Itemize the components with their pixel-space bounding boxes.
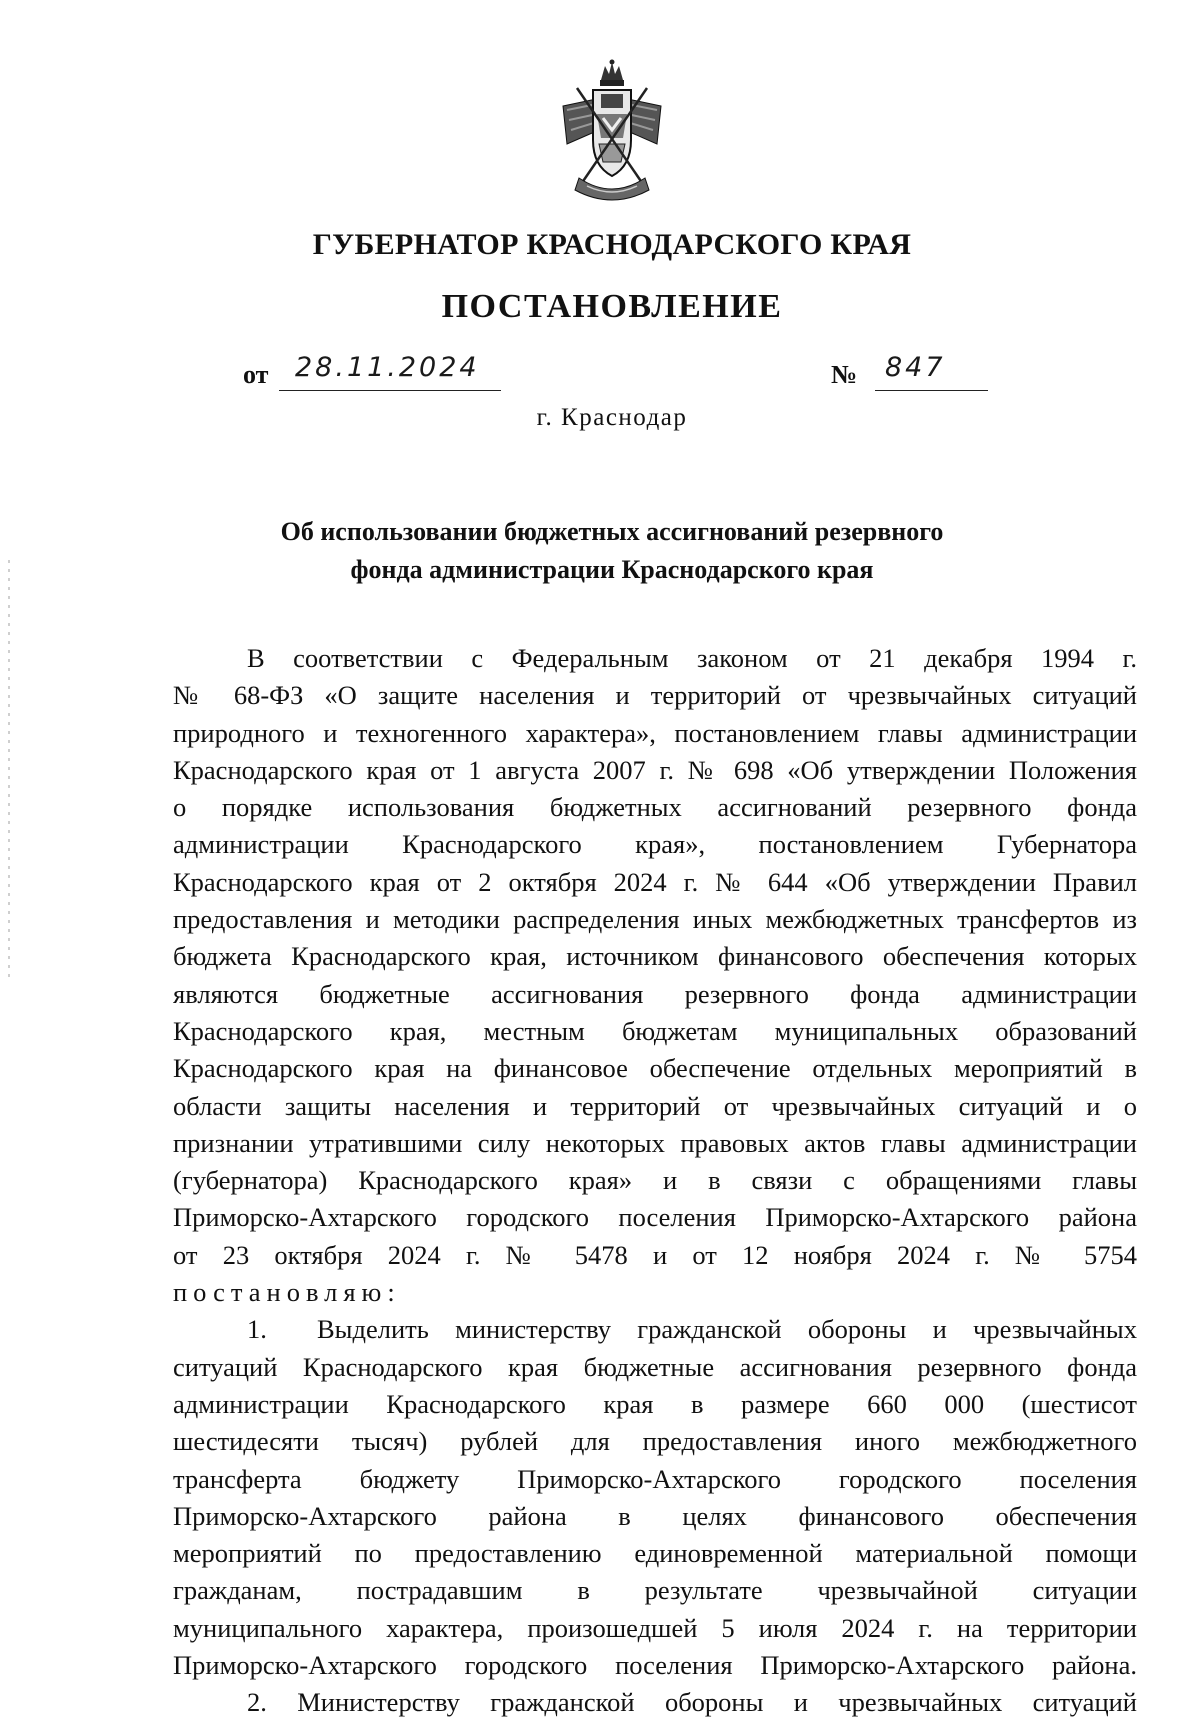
preamble-line: В соответствии с Федеральным законом от 21 декабря 1994 г. bbox=[247, 643, 1137, 673]
scan-margin-mark bbox=[8, 560, 10, 980]
preamble-line: (губернатора) Краснодарского края» и в связи с обращениями главы bbox=[173, 1165, 1137, 1196]
item-1-line: трансферта бюджету Приморско-Ахтарского городского поселения bbox=[173, 1463, 1137, 1494]
item-1-line: муниципального характера, произошедшей 5 июля 2024 г. на территории bbox=[173, 1612, 1137, 1643]
preamble-line: предоставления и методики распределения иных межбюджетных трансфертов из bbox=[173, 904, 1137, 935]
city: г. Краснодар bbox=[536, 404, 688, 431]
item-1-first-line bbox=[173, 1311, 1137, 1348]
coat-of-arms-emblem-icon bbox=[553, 58, 671, 208]
item-1-line: гражданам, пострадавшим в результате чрезвычайной ситуации bbox=[173, 1575, 1137, 1606]
document-title bbox=[0, 513, 1200, 589]
number-field bbox=[875, 352, 988, 391]
item-1-line: шестидесяти тысяч) рублей для предоставления иного межбюджетного bbox=[173, 1426, 1137, 1457]
date-field bbox=[279, 352, 501, 391]
preamble-line: природного и техногенного характера», постановлением главы администрации bbox=[173, 717, 1137, 748]
item-1-line: мероприятий по предоставлению единовременной материальной помощи bbox=[173, 1538, 1137, 1569]
number-prefix: № bbox=[831, 360, 858, 389]
document-type: ПОСТАНОВЛЕНИЕ bbox=[441, 288, 783, 325]
item-1-line: ситуаций Краснодарского края бюджетные ассигнования резервного фонда bbox=[173, 1351, 1137, 1382]
item-1-first-text: Выделить министерству гражданской обороны и чрезвычайных bbox=[317, 1314, 1137, 1345]
item-2 bbox=[173, 1684, 1137, 1721]
preamble-line: Краснодарского края от 2 октября 2024 г. № 644 «Об утверждении Правил bbox=[173, 866, 1137, 897]
decree-word: постановляю: bbox=[173, 1277, 401, 1308]
preamble-line: признании утратившими силу некоторых правовых актов главы администрации bbox=[173, 1127, 1137, 1158]
item-1-line: Приморско-Ахтарского района в целях финансового обеспечения bbox=[173, 1500, 1137, 1531]
preamble-line: администрации Краснодарского края», постановлением Губернатора bbox=[173, 829, 1137, 860]
preamble-line: № 68-ФЗ «О защите населения и территорий от чрезвычайных ситуаций bbox=[173, 680, 1137, 711]
preamble-line: области защиты населения и территорий от чрезвычайных ситуаций и о bbox=[173, 1090, 1137, 1121]
preamble-line: Краснодарского края, местным бюджетам муниципальных образований bbox=[173, 1015, 1137, 1046]
title-line-1: Об использовании бюджетных ассигнований резервного bbox=[280, 517, 944, 546]
document-body bbox=[173, 640, 1137, 1722]
item-2-first-line: 2. Министерству гражданской обороны и чрезвычайных ситуаций bbox=[247, 1687, 1137, 1718]
title-line-2: фонда администрации Краснодарского края bbox=[350, 555, 874, 584]
preamble bbox=[173, 640, 1137, 1311]
date-prefix: от bbox=[243, 360, 269, 389]
preamble-line: Приморско-Ахтарского городского поселения Приморско-Ахтарского района bbox=[173, 1202, 1137, 1233]
date-number-row bbox=[243, 352, 988, 396]
handwritten-number: 847 bbox=[885, 352, 946, 383]
preamble-line: бюджета Краснодарского края, источником финансового обеспечения которых bbox=[173, 941, 1137, 972]
item-1-line: администрации Краснодарского края в размере 660 000 (шестисот bbox=[173, 1388, 1137, 1419]
handwritten-date: 28.11.2024 bbox=[295, 352, 480, 383]
preamble-line: о порядке использования бюджетных ассигнований резервного фонда bbox=[173, 792, 1137, 823]
item-1 bbox=[173, 1311, 1137, 1684]
issuing-authority: ГУБЕРНАТОР КРАСНОДАРСКОГО КРАЯ bbox=[312, 228, 912, 261]
item-1-number: 1. bbox=[247, 1314, 267, 1345]
preamble-line: от 23 октября 2024 г. № 5478 и от 12 ноября 2024 г. № 5754 bbox=[173, 1239, 1137, 1270]
preamble-line: Краснодарского края на финансовое обеспечение отдельных мероприятий в bbox=[173, 1053, 1137, 1084]
item-1-line: Приморско-Ахтарского городского поселения Приморско-Ахтарского района. bbox=[173, 1650, 1137, 1681]
preamble-line: являются бюджетные ассигнования резервного фонда администрации bbox=[173, 978, 1137, 1009]
preamble-line: Краснодарского края от 1 августа 2007 г. № 698 «Об утверждении Положения bbox=[173, 754, 1137, 785]
